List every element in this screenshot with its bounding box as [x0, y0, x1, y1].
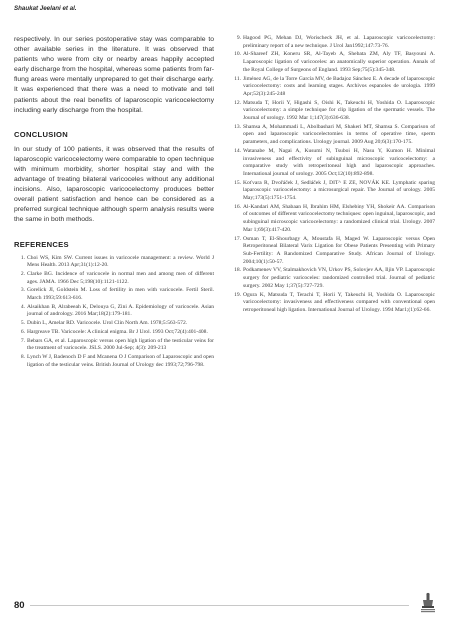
reference-item: 12. Matsuda T, Horii Y, Higashi S, Oishi K, Takeuchi H, Yoshida O. Laparoscopic varicocelectomy: a simple technique for clip ligation of the spermatic vessels. The Journal of urology. 1992 Mar 1;147(3):636-638.: [234, 99, 435, 122]
reference-item: 15. Koťvara R, Dvořáček J, Sedláček J, DIT^ E ZE, NOVÁK KE. Lymphatic sparing laparoscopic varicocelectomy: a microsurgical repair. The Journal of urology. 2005 May;173(5):1751-1754.: [234, 179, 435, 202]
right-column: [229, 35, 435, 316]
running-head: Shaukat Jeelani et al.: [14, 5, 77, 12]
footer-divider: [30, 605, 409, 606]
publisher-logo-icon: [420, 592, 436, 614]
reference-item: 9. Hagood PG, Mehan DJ, Worischeck JH, et al. Laparoscopic varicocelectomy: preliminary report of a new technique. J Urol Jan1992;147:73-76.: [236, 35, 435, 49]
intro-text: [14, 35, 214, 116]
reference-item: 8. Lynch W J, Badenoch D F and Mcanena O J Comparison of Laparoscopic and open ligation of the testicular veins. British Journal of Urology dec 1993;72;796-798.: [20, 353, 214, 368]
reference-item: 16. Al-Kandari AM, Shabaan H, Ibrahim HM, Elshebiny YH, Shokeir AA. Comparison of outcomes of different varicocelectomy techniques: open inguinal, laparoscopic, and subinguinal microscopic varicocelectomy: a randomized clinical trial. Urology. 2007 Mar 1;69(3):417-420.: [234, 203, 435, 233]
reference-item: 19. Ogura K, Matsuda T, Terachi T, Horii Y, Takeuchi H, Yoshida O. Laparoscopic varicocelectomy: invasiveness and effectiveness compared with conventional open retroperitoneal high ligation. International Journal of Urology. 1994 Mar1;(1):62-66.: [234, 291, 435, 313]
reference-item: 17. Osman T, El-Shourbagy A, Moustafa H, Maged W. Laparoscopic versus Open Retroperitoneal Bilateral Varix Ligation for Obese Patients Presenting with Primary Sub-Fertility: A Randomized Comparative Study. African Journal of Urology. 2004;10(1):50-57.: [234, 235, 435, 265]
references-heading: REFERENCES: [14, 239, 69, 249]
reference-item: 11. Jiménez AG, de la Torre García MV, de Badajoz Sánchez E. A decade of laparoscopic varicocelectomy: costs and learning stages. Archivos espanoles de urologia. 1999 Apr;52(3):245-248: [234, 75, 435, 97]
reference-item: 5. Dubin L, Amelar RD. Varicocele. Urol Clin North Am. 1978;5:563-572.: [20, 320, 188, 327]
conclusion-heading: CONCLUSION: [14, 129, 69, 139]
reference-list-right: [229, 35, 435, 315]
reference-item: 13. Shamsa A, Mohammadi L, Abolbashari M, Shakeri MT, Shamsa S. Comparison of open and laparoscopic varicocelectomies in terms of operative time, sperm parameters, and complications. Urology journal. 2009 Aug 20;6(3):170-175.: [234, 123, 435, 146]
page-number: 80: [14, 600, 25, 611]
reference-item: 2. Clarke BG. Incidence of varicocele in normal men and among men of different ages. JAMA. 1966 Dec 5;198(10):1121-1122.: [20, 270, 214, 285]
left-column: [14, 35, 214, 370]
reference-item: 4. Alsaikhan B, Alrabeeah K, Delouya G, Zini A. Epidemiology of varicocele. Asian journal of andrology. 2016 Mar;18(2):179-181.: [20, 303, 214, 318]
reference-item: 18. Podkamenev VV, Stalmakhovich VN, Urkov PS, Solovjev AA, Iljin VP. Laparoscopic surgery for pediatric varicoceles: randomized controlled trial. Journal of pediatric surgery. 2002 May 1;37(5):727-729.: [234, 267, 435, 289]
reference-list-left: [14, 255, 214, 370]
reference-item: 3. Gorelick JI, Goldstein M. Loss of fertility in men with varicocele. Fertil Steril. March 1993;59:613-616.: [20, 287, 214, 302]
conclusion-paragraph: In our study of 100 patients, it was observed that the results of laparoscopic varicocelectomy were comparable to open technique with minimum morbidity, shorter hospital stay and with the advantage of treating bilateral varicoceles without any additional incisions. Also, laparoscopic varicocelectomy produces better overall patient satisfaction and hence can be considered as a preferred surgical technique although sperm analysis results were the same in both methods.: [14, 145, 214, 224]
reference-item: 14. Watanabe M, Nagai A, Kusumi N, Tsuboi H, Nasu Y, Kumon H. Minimal invasiveness and effectivity of subinguinal microscopic varicocelectomy: a comparative study with retroperitoneal high and laparoscopic approaches. International journal of urology. 2005 Oct;12(10):892-898.: [234, 147, 435, 177]
reference-item: 6. Hargreave TB. Varicocele: A clinical enigma. Br J Urol. 1993 Oct;72(4):401-408.: [20, 328, 208, 335]
conclusion-text: [14, 145, 214, 226]
reference-item: 7. Bebars GA, et al. Laparoscopic versus open high ligation of the testicular veins for the treatment of varicocele. JSLS. 2000 Jul-Sep; 4(3): 209-213: [20, 337, 214, 352]
reference-item: 10. Al-Shareef ZH, Koneru SR, Al-Tayeb A, Shebata ZM, Aly TF, Basyouni A. Laparoscopic ligation of varicoceles: an anatomically superior operation. Annals of the Royal College of Surgeons of England. 1993 Sep;75(5):345-348.: [234, 51, 435, 73]
reference-item: 1. Choi WS, Kim SW. Current issues in varicocele management: a review. World J Mens Health. 2013 Apr;31(1):12-20.: [20, 254, 214, 269]
intro-paragraph: respectively. In our series postoperative stay was comparable to other available series in the literature. It was observed that patients who were from city or nearby areas happily accepted early discharge from the hospital, whereas some patients from far-flung areas were mentally unprepared to get their discharge early. It was experienced that there was a need to motivate and tell patients about the real benefits of laparoscopic varicocelectomy including early discharge from the hospital.: [14, 36, 214, 114]
